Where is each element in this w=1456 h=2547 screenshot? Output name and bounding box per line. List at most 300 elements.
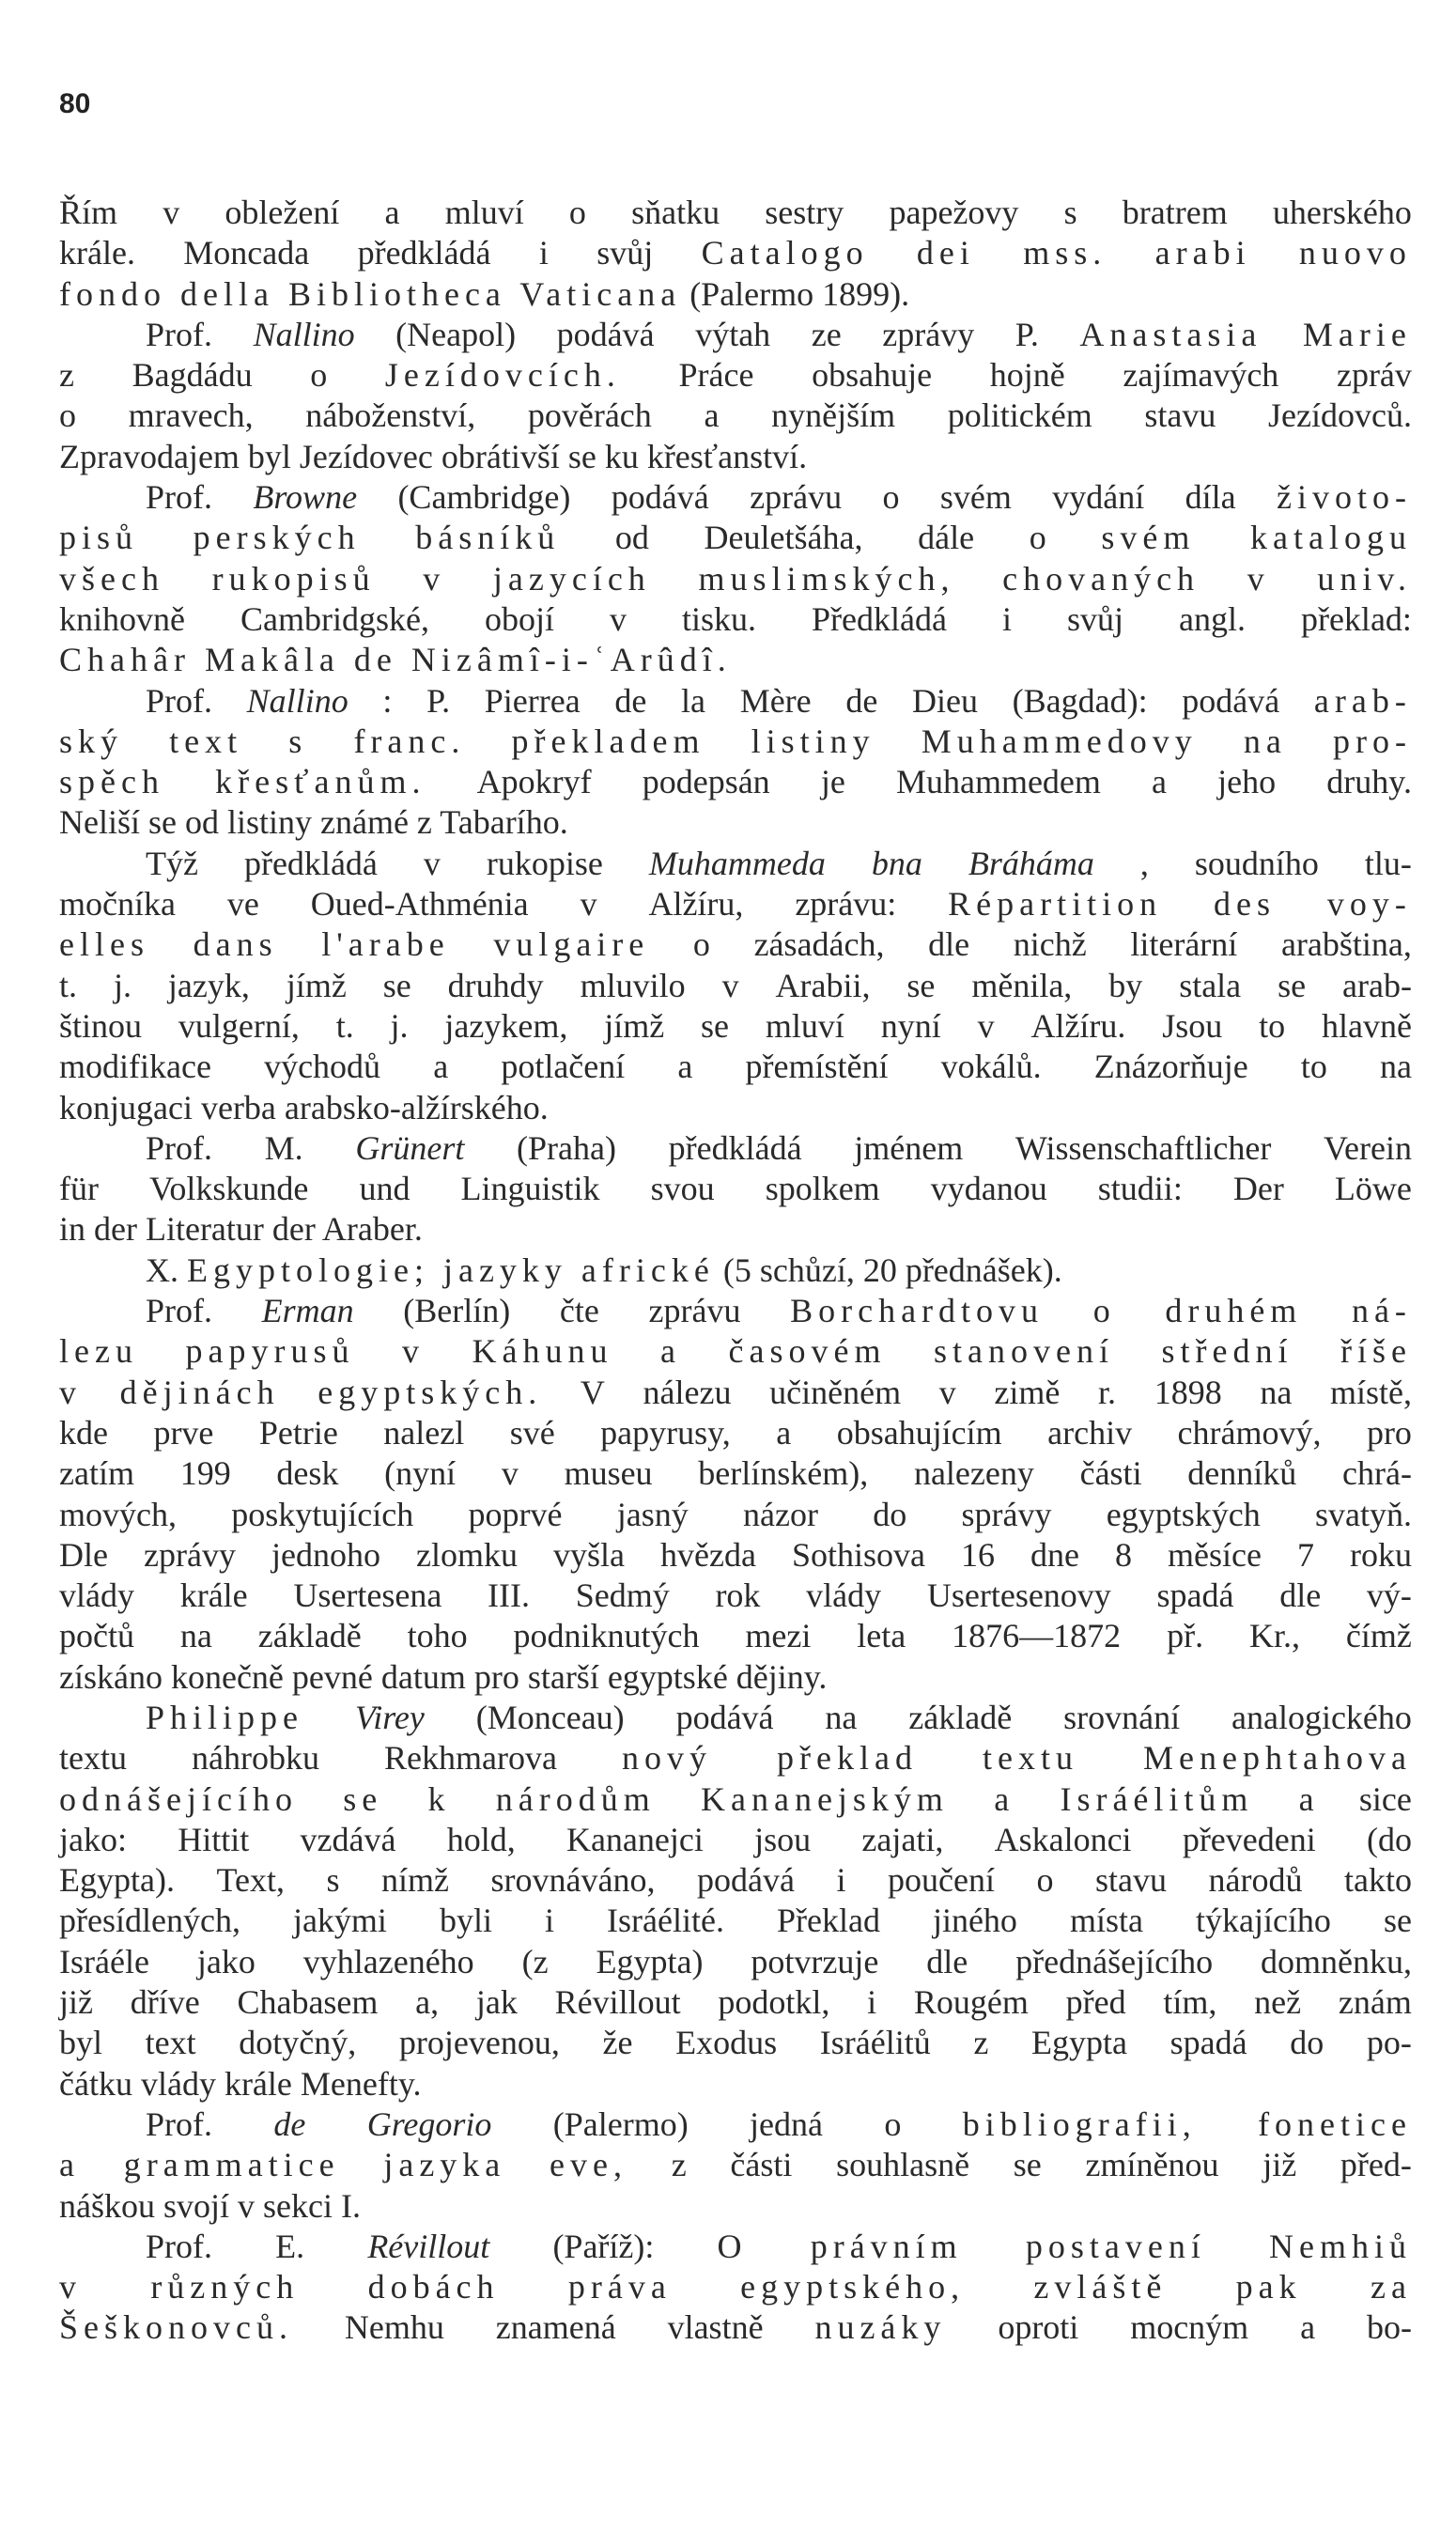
word: čte — [559, 1292, 599, 1330]
word: bo- — [1366, 2308, 1412, 2347]
text-line — [59, 1047, 1412, 1087]
word: Prof. — [146, 2227, 212, 2265]
word: (Neapol) — [395, 315, 517, 353]
word: i — [1001, 599, 1012, 638]
word: básníků — [415, 519, 561, 557]
word: svém — [939, 478, 1012, 517]
word: krále — [179, 1576, 248, 1615]
word: (Cambridge) — [397, 478, 571, 517]
word: jak — [475, 1983, 518, 2022]
word: Nemhiů — [1268, 2227, 1412, 2265]
word: krále. — [59, 234, 135, 272]
word: v — [59, 1373, 82, 1411]
word: (Paříž): — [552, 2227, 655, 2265]
word: místa — [1069, 1902, 1143, 1940]
word: a — [1298, 1779, 1314, 1818]
word: i — [836, 1861, 846, 1900]
word: různých — [150, 2268, 300, 2306]
word: je — [820, 763, 845, 801]
word: mezi — [745, 1617, 812, 1655]
word: v — [938, 1373, 956, 1411]
text-line — [59, 1495, 1412, 1535]
word: pak — [1235, 2268, 1302, 2306]
word: poprvé — [468, 1495, 563, 1533]
text-line — [59, 1088, 1412, 1128]
word: nuovo — [1298, 234, 1412, 272]
word: týkajícího — [1195, 1902, 1331, 1940]
word: obsahujícím — [836, 1413, 1002, 1452]
word: správy — [961, 1495, 1052, 1533]
word: Isráélité. — [607, 1902, 724, 1940]
word: Týž — [146, 844, 198, 882]
word: stala — [1179, 966, 1242, 1004]
word: grammatice — [123, 2146, 340, 2184]
word: s — [326, 1861, 340, 1900]
word: kde — [59, 1413, 108, 1452]
text-line — [59, 1576, 1412, 1616]
word: bratrem — [1122, 194, 1228, 231]
word: by — [1108, 966, 1143, 1004]
word: arabština, — [1280, 925, 1412, 964]
word: dále — [918, 519, 975, 557]
word: ský — [59, 722, 124, 760]
word: Egypta) — [596, 1942, 704, 1980]
word: bna — [871, 844, 922, 882]
word: poučení — [888, 1861, 995, 1900]
word: 1898 — [1154, 1373, 1222, 1411]
text-span: (Palermo 1899). — [681, 274, 910, 313]
word: Kananejským — [700, 1779, 949, 1818]
word: zprávu — [648, 1292, 741, 1330]
word: O — [717, 2227, 748, 2265]
word: Révillout — [367, 2227, 490, 2265]
word: již — [1262, 2146, 1297, 2184]
word: text — [145, 2024, 196, 2062]
word: Apokryf — [476, 763, 592, 801]
word: Bráháma — [968, 844, 1094, 882]
word: nalezeny — [913, 1454, 1034, 1493]
word: Borchardtovu — [790, 1292, 1045, 1330]
word: do — [1290, 2024, 1324, 2062]
word: na — [825, 1698, 858, 1736]
word: spadá — [1156, 1576, 1234, 1615]
word: hlavně — [1321, 1006, 1412, 1045]
word: v — [163, 194, 180, 231]
word: svůj — [1066, 599, 1123, 638]
word: dei — [916, 234, 975, 272]
word: v — [423, 559, 446, 598]
word: berlínském), — [698, 1454, 869, 1493]
word: Deuletšáha, — [704, 519, 863, 557]
word: potvrzuje — [751, 1942, 879, 1980]
word: vokálů. — [940, 1048, 1042, 1086]
word: chrámový, — [1177, 1413, 1322, 1452]
word: přesídlených, — [59, 1902, 240, 1940]
word: v — [401, 1332, 425, 1371]
word: E. — [275, 2227, 305, 2265]
word: archiv — [1047, 1413, 1133, 1452]
word: Erman — [261, 1292, 354, 1330]
word: náhrobku — [192, 1739, 319, 1778]
text-line — [59, 884, 1412, 924]
word: Jezídovcích. — [384, 356, 621, 395]
word: vulgaire — [493, 925, 650, 964]
word: náboženství, — [305, 396, 476, 435]
word: j. — [390, 1006, 409, 1045]
word: hojně — [989, 356, 1065, 395]
word: se — [1278, 966, 1307, 1004]
word: Révillout — [554, 1983, 681, 2022]
word: se — [1013, 2146, 1042, 2184]
word: druhdy — [447, 966, 544, 1004]
word: dne — [1030, 1535, 1079, 1574]
word: Sedmý — [575, 1576, 670, 1615]
word: hold, — [446, 1820, 516, 1858]
word: univ. — [1317, 559, 1412, 598]
word: jednoho — [271, 1535, 380, 1574]
word: Löwe — [1334, 1170, 1412, 1208]
word: a — [677, 1048, 693, 1086]
word: se — [343, 1779, 383, 1818]
word: Prof. — [146, 315, 212, 353]
word: (Bagdad): — [1012, 681, 1148, 720]
word: dříve — [130, 1983, 200, 2022]
word: toho — [407, 1617, 468, 1655]
word: Text, — [216, 1861, 285, 1900]
word: Prof. — [146, 478, 212, 517]
word: práva — [567, 2268, 672, 2306]
word: překladem — [511, 722, 705, 760]
word: o — [59, 396, 76, 435]
word: Jsou — [1162, 1006, 1223, 1045]
word: sňatku — [631, 194, 720, 231]
word: a — [776, 1413, 792, 1452]
article-body — [59, 193, 1412, 2349]
word: franc. — [353, 722, 466, 760]
word: o — [692, 925, 710, 964]
word: chrá- — [1342, 1454, 1412, 1493]
word: Verein — [1324, 1128, 1412, 1167]
word: zatím — [59, 1454, 134, 1493]
word: přemístění — [745, 1048, 889, 1086]
word: mových, — [59, 1495, 177, 1533]
text-line — [59, 396, 1412, 436]
word: a — [59, 2146, 80, 2184]
text-line — [59, 599, 1412, 640]
word: arabi — [1154, 234, 1251, 272]
word: i — [544, 1902, 554, 1940]
word: Práce — [678, 356, 754, 395]
word: stavu — [1095, 1861, 1167, 1900]
word: Philippe — [146, 1698, 304, 1736]
text-line — [59, 1657, 1412, 1698]
word: podává — [1182, 681, 1280, 720]
word: jako: — [59, 1820, 127, 1858]
word: a — [704, 396, 720, 435]
word: byl — [59, 2024, 103, 2062]
word: předkládá — [243, 844, 378, 882]
word: na — [1260, 1373, 1293, 1411]
word: eve, — [550, 2146, 627, 2184]
word: o — [884, 2104, 902, 2143]
word: zimě — [994, 1373, 1061, 1411]
word: srovnáváno, — [490, 1861, 656, 1900]
word: M. — [264, 1128, 303, 1167]
word: byli — [439, 1902, 492, 1940]
word: V — [580, 1373, 605, 1411]
text-line — [59, 1779, 1412, 1820]
word: egyptských. — [318, 1373, 543, 1411]
word: názor — [743, 1495, 818, 1533]
word: místě, — [1330, 1373, 1412, 1411]
word: i — [538, 234, 549, 272]
text-line — [59, 681, 1412, 722]
word: perských — [193, 519, 361, 557]
word: východů — [264, 1048, 381, 1086]
text-line — [59, 1169, 1412, 1209]
word: de — [614, 681, 647, 720]
word: 1876—1872 — [952, 1617, 1122, 1655]
word: druhy. — [1326, 763, 1412, 801]
text-line — [59, 1453, 1412, 1494]
word: do — [873, 1495, 907, 1533]
word: části — [730, 2146, 793, 2184]
word: sice — [1358, 1779, 1412, 1818]
word: k — [427, 1779, 451, 1818]
word: na — [179, 1617, 212, 1655]
word: o — [1092, 1292, 1116, 1330]
word: Káhunu — [472, 1332, 613, 1371]
word: v — [721, 966, 739, 1004]
word: stavu — [1144, 396, 1216, 435]
word: jazyk, — [167, 966, 250, 1004]
word: modifikace — [59, 1048, 211, 1086]
text-span: čátku vlády krále Menefty. — [59, 2064, 422, 2103]
word: po- — [1366, 2024, 1412, 2062]
word: vzdává — [300, 1820, 396, 1858]
word: spadá — [1169, 2024, 1247, 2062]
word: Volkskunde — [149, 1170, 309, 1208]
word: nálezu — [643, 1373, 732, 1411]
word: P. — [1015, 315, 1039, 353]
word: potlačení — [501, 1048, 626, 1086]
word: des — [1214, 885, 1277, 924]
word: listiny — [751, 722, 875, 760]
word: ze — [811, 315, 842, 353]
text-line — [59, 1250, 1412, 1291]
word: arab- — [1342, 966, 1412, 1004]
word: Menephtahova — [1143, 1739, 1412, 1778]
word: für — [59, 1170, 99, 1208]
word: Usertesena — [293, 1576, 442, 1615]
word: s — [288, 722, 308, 760]
word: katalogu — [1250, 519, 1412, 557]
word: Exodus — [675, 2024, 778, 2062]
word: jazyka — [383, 2146, 506, 2184]
word: a — [1152, 763, 1168, 801]
word: de — [845, 681, 878, 720]
word: čímž — [1345, 1617, 1412, 1655]
word: desk — [276, 1454, 339, 1493]
text-span: náškou svojí v sekci I. — [59, 2186, 361, 2225]
word: Předkládá — [812, 599, 947, 638]
text-line — [59, 1331, 1412, 1372]
word: křesťanům. — [215, 763, 426, 801]
word: Chabasem — [237, 1983, 379, 2022]
word: počtů — [59, 1617, 134, 1655]
word: jazycích — [492, 559, 651, 598]
word: Isráélitů — [819, 2024, 931, 2062]
word: mluvilo — [580, 966, 686, 1004]
word: Jezídovců. — [1268, 396, 1412, 435]
text-line — [59, 722, 1412, 762]
word: před — [1065, 1983, 1126, 2022]
text-line — [59, 2023, 1412, 2063]
word: se — [701, 1006, 730, 1045]
word: v — [1247, 559, 1270, 598]
word: dle — [928, 925, 970, 964]
word: egyptských — [1106, 1495, 1261, 1533]
word: obležení — [225, 194, 340, 231]
word: podepsán — [642, 763, 770, 801]
word: Der — [1232, 1170, 1284, 1208]
word: a — [433, 1048, 449, 1086]
word: jako — [196, 1942, 256, 1980]
word: Oued-Athménia — [310, 885, 529, 924]
word: národů — [1208, 1861, 1303, 1900]
word: v — [609, 599, 627, 638]
word: projevenou, — [398, 2024, 560, 2062]
word: vlastně — [667, 2308, 764, 2347]
word: jazykem, — [444, 1006, 568, 1045]
text-line — [59, 1942, 1412, 1982]
text-line — [59, 1373, 1412, 1413]
text-line — [59, 315, 1412, 355]
word: v — [423, 844, 441, 882]
word: o — [882, 478, 900, 517]
word: III. — [488, 1576, 530, 1615]
word: fonetice — [1258, 2104, 1412, 2143]
text-line — [59, 274, 1412, 315]
text-line — [59, 1291, 1412, 1331]
word: zajati, — [861, 1820, 944, 1858]
word: Linguistik — [460, 1170, 600, 1208]
word: tisku. — [681, 599, 756, 638]
word: Browne — [253, 478, 358, 517]
word: podává — [675, 1698, 774, 1736]
word: všech — [59, 559, 164, 598]
word: o — [1029, 519, 1046, 557]
word: zprávy — [144, 1535, 236, 1574]
word: od — [614, 519, 649, 557]
word: Egypta). — [59, 1861, 175, 1900]
word: díla — [1185, 478, 1236, 517]
word: se — [382, 966, 411, 1004]
text-line — [59, 2064, 1412, 2104]
word: Gregorio — [366, 2104, 492, 2143]
word: r. — [1098, 1373, 1117, 1411]
word: nichž — [1013, 925, 1087, 964]
word: 16 — [960, 1535, 995, 1574]
word: rukopise — [486, 844, 603, 882]
word: se — [1383, 1902, 1412, 1940]
word: dans — [193, 925, 278, 964]
word: pisů — [59, 519, 139, 557]
word: t. — [59, 966, 78, 1004]
word: tím, — [1163, 1983, 1217, 2022]
text-span: X. — [146, 1250, 187, 1289]
word: podniknutých — [513, 1617, 700, 1655]
word: říše — [1340, 1332, 1412, 1371]
word: odnášejícího — [59, 1779, 298, 1818]
word: zprávu — [750, 478, 843, 517]
word: soudního — [1194, 844, 1319, 882]
word: jsou — [754, 1820, 812, 1858]
word: a — [660, 1332, 681, 1371]
word: v — [501, 1454, 519, 1493]
word: studii: — [1097, 1170, 1183, 1208]
word: Alžíru, — [648, 885, 744, 924]
word: zajímavých — [1123, 356, 1279, 395]
word: mluví — [444, 194, 524, 231]
word: životo- — [1277, 478, 1412, 517]
word: mss. — [1023, 234, 1107, 272]
word: podotkl, — [718, 1983, 830, 2022]
word: v — [977, 1006, 995, 1045]
word: Nallino — [246, 681, 349, 720]
word: v — [59, 2268, 82, 2306]
word: mravech, — [128, 396, 254, 435]
word: zprávy — [882, 315, 975, 353]
word: svatyň. — [1314, 1495, 1412, 1533]
word: překlad: — [1300, 599, 1412, 638]
word: domněnku, — [1261, 1942, 1412, 1980]
word: již — [59, 1983, 93, 2022]
word: oproti — [998, 2308, 1079, 2347]
word: roku — [1349, 1535, 1412, 1574]
word: t. — [335, 1006, 354, 1045]
word: rukopisů — [211, 559, 376, 598]
word: Prof. — [146, 2104, 212, 2143]
word: text — [169, 722, 243, 760]
word: Šeškonovců. — [59, 2308, 293, 2347]
word: (Berlín) — [403, 1292, 511, 1330]
word: prve — [153, 1413, 214, 1452]
text-line — [59, 762, 1412, 802]
word: jedná — [750, 2104, 824, 2143]
word: Askalonci — [994, 1820, 1132, 1858]
text-line — [59, 1982, 1412, 2023]
text-line — [59, 2104, 1412, 2145]
text-line — [59, 1413, 1412, 1453]
word: la — [681, 681, 706, 720]
word: zlomku — [415, 1535, 518, 1574]
word: Moncada — [183, 234, 310, 272]
word: a, — [415, 1983, 440, 2022]
word: pro- — [1333, 722, 1412, 760]
word: vyhlazeného — [302, 1942, 474, 1980]
text-line — [59, 559, 1412, 599]
text-line — [59, 1006, 1412, 1047]
word: to — [1259, 1006, 1286, 1045]
word: Nemhu — [344, 2308, 444, 2347]
word: se — [906, 966, 936, 1004]
word: knihovně — [59, 599, 185, 638]
word: Překlad — [776, 1902, 880, 1940]
word: zásadách, — [753, 925, 885, 964]
word: Alžíru. — [1030, 1006, 1126, 1045]
word: zprávu: — [795, 885, 897, 924]
